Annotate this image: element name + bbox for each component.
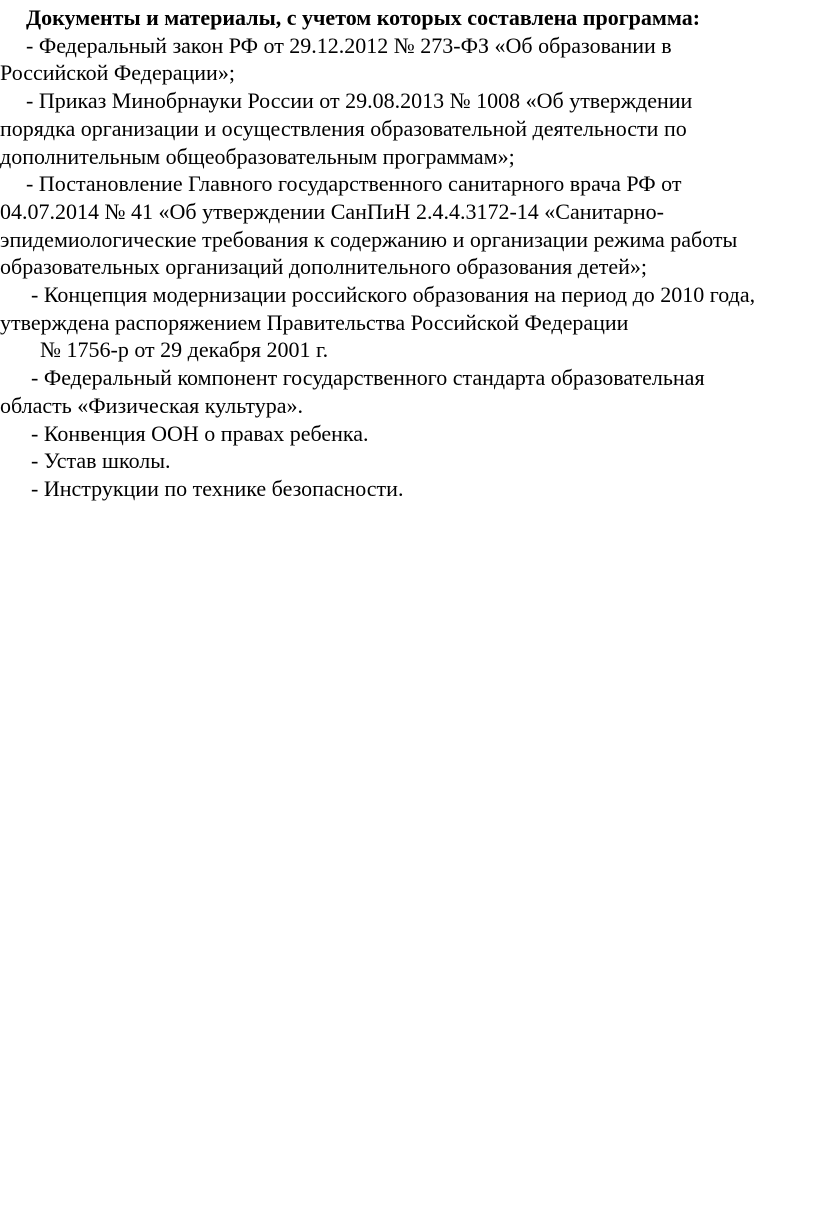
list-item-modernization-concept-cont-1: утверждена распоряжением Правительства Российской Федерации <box>0 309 629 335</box>
list-item-order-minobrnauki-cont-2: дополнительным общеобразовательным программам»; <box>0 143 515 169</box>
list-item-modernization-concept-cont-2: № 1756-р от 29 декабря 2001 г. <box>40 337 329 363</box>
list-item-school-charter: - Устав школы. <box>31 448 171 474</box>
document-body <box>0 4 816 503</box>
list-item-sanitary-resolution: - Постановление Главного государственного санитарного врача РФ от <box>26 171 682 197</box>
list-item-sanitary-resolution-cont-2: эпидемиологические требования к содержанию и организации режима работы <box>0 226 738 252</box>
list-item-sanitary-resolution-cont-3: образовательных организаций дополнительного образования детей»; <box>0 254 647 280</box>
list-item-order-minobrnauki: - Приказ Минобрнауки России от 29.08.2013 № 1008 «Об утверждении <box>26 88 693 114</box>
list-item-order-minobrnauki-cont-1: порядка организации и осуществления образовательной деятельности по <box>0 115 687 141</box>
list-item-sanitary-resolution-cont-1: 04.07.2014 № 41 «Об утверждении СанПиН 2.4.4.3172-14 «Санитарно- <box>0 198 665 224</box>
list-item-un-convention: - Конвенция ООН о правах ребенка. <box>31 420 369 446</box>
document-heading: Документы и материалы, с учетом которых составлена программа: <box>26 5 701 30</box>
list-item-federal-law: - Федеральный закон РФ от 29.12.2012 № 273-ФЗ «Об образовании в <box>26 32 672 58</box>
list-item-federal-standard-cont: область «Физическая культура». <box>0 392 303 418</box>
list-item-federal-standard: - Федеральный компонент государственного стандарта образовательная <box>31 365 705 391</box>
list-item-safety-instructions: - Инструкции по технике безопасности. <box>31 475 404 501</box>
list-item-modernization-concept: - Концепция модернизации российского образования на период до 2010 года, <box>31 282 756 308</box>
list-item-federal-law-cont: Российской Федерации»; <box>0 60 235 86</box>
